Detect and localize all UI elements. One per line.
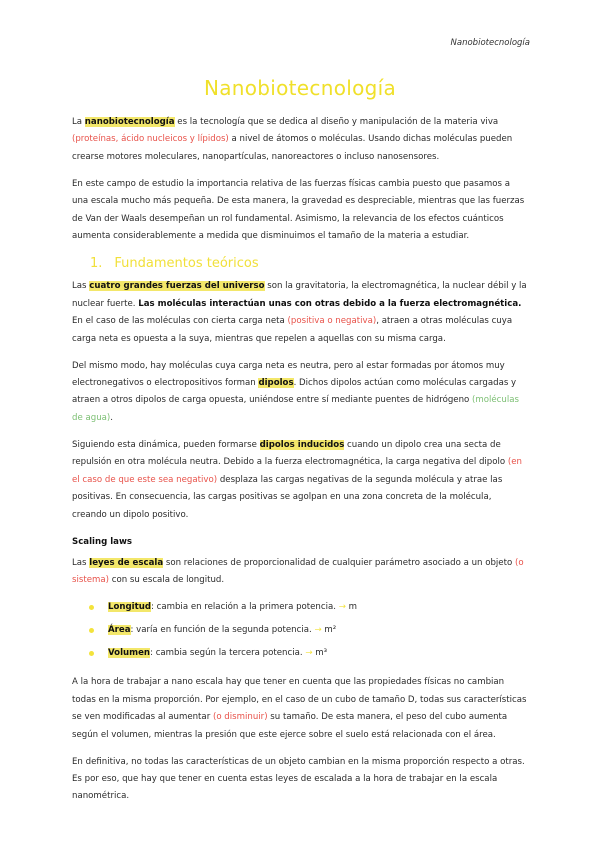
section-1-paragraph-2: Del mismo modo, hay moléculas cuya carga neta es neutra, pero al estar formadas por átomos muy electronegativos o electropositivos forman dipolos. Dichos dipolos actúan como moléculas cargadas y atraen a otros dipolos de carga opuesta, uniéndose entre sí mediante puentes de hidrógeno (moléculas de agua). <box>72 360 519 423</box>
red-note: (proteínas, ácido nucleicos y lípidos) <box>72 134 229 145</box>
highlighted-term: cuatro grandes fuerzas del universo <box>89 281 265 292</box>
section-2-paragraph-1: Las leyes de escala son relaciones de proporcionalidad de cualquier parámetro asociado a un objeto (o sistema) con su escala de longitud. <box>72 557 524 586</box>
list-item-area: Área: varía en función de la segunda potencia. → m² <box>72 622 528 645</box>
highlighted-term: nanobiotecnología <box>84 117 175 127</box>
highlighted-term: leyes de escala <box>89 557 164 568</box>
highlighted-term: dipolos inducidos <box>259 439 345 450</box>
arrow-icon: → <box>338 602 346 613</box>
section-2-paragraph-3: En definitiva, no todas las características de un objeto cambian en la misma proporción respecto a otras. Es por eso, que hay que tener en cuenta estas leyes de escalada a la hora de trabajar en la escala nanométrica. <box>72 756 525 802</box>
subheading-scaling-laws: Scaling laws <box>72 536 133 547</box>
scaling-list <box>72 599 528 668</box>
section-1-paragraph-3: Siguiendo esta dinámica, pueden formarse dipolos inducidos cuando un dipolo crea una secta de repulsión en otra molécula neutra. Debido a la fuerza electromagnética, la carga negativa del dipolo (en el caso de que este sea negativo) desplaza las cargas negativas de la segunda molécula y atrae las positivas. En consecuencia, las cargas positivas se agolpan en una zona concreta de la molécula, creando un dipolo positivo. <box>72 439 522 520</box>
red-note: (o sistema) <box>72 557 524 586</box>
list-item-volumen: Volumen: cambia según la tercera potencia. → m³ <box>72 645 528 668</box>
red-note: (positiva o negativa) <box>287 316 377 327</box>
section-1-paragraph-1: Las cuatro grandes fuerzas del universo son la gravitatoria, la electromagnética, la nuclear débil y la nuclear fuerte. Las moléculas interactúan unas con otras debido a la fuerza electromagnética. En el caso de las moléculas con cierta carga neta (positiva o negativa), atraen a otras moléculas cuya carga neta es opuesta a la suya, mientras que repelen a aquellas con su misma carga. <box>72 281 527 344</box>
bold-statement: Las moléculas interactúan unas con otras debido a la fuerza electromagnética. <box>138 298 522 309</box>
green-note: (moléculas de agua) <box>72 395 519 423</box>
red-note: (en el caso de que este sea negativo) <box>72 457 522 485</box>
section-heading-1: 1. Fundamentos teóricos <box>90 256 259 272</box>
section-2-paragraph-2: A la hora de trabajar a nano escala hay que tener en cuenta que las propiedades físicas no cambian todas en la misma proporción. Por ejemplo, en el caso de un cubo de tamaño D, todas sus características se ven modificadas al aumentar (o disminuir) su tamaño. De esta manera, el peso del cubo aumenta según el volumen, mientras la presión que este ejerce sobre el suelo está relacionada con el área. <box>72 677 527 740</box>
intro-paragraph-2: En este campo de estudio la importancia relativa de las fuerzas físicas cambia puesto que pasamos a una escala mucho más pequeña. De esta manera, la gravedad es despreciable, mientras que las fuerzas de Van der Waals desempeñan un rol fundamental. Asimismo, la relevancia de los efectos cuánticos aumenta considerablemente a medida que disminuimos el tamaño de la materia a estudiar. <box>72 178 525 242</box>
red-note: (o disminuir) <box>212 712 268 723</box>
page-title: Nanobiotecnología <box>203 76 397 100</box>
highlighted-term: dipolos <box>258 378 294 389</box>
running-header: Nanobiotecnología <box>450 38 530 48</box>
document-body <box>72 114 528 815</box>
arrow-icon: → <box>305 648 313 659</box>
arrow-icon: → <box>314 625 322 636</box>
list-item-longitud: Longitud: cambia en relación a la primera potencia. → m <box>72 599 528 622</box>
intro-paragraph-1: La nanobiotecnología es la tecnología que se dedica al diseño y manipulación de la materia viva (proteínas, ácido nucleicos y lípidos) a nivel de átomos o moléculas. Usando dichas moléculas pueden crearse motores moleculares, nanopartículas, nanoreactores o incluso nanosensores. <box>72 117 513 162</box>
